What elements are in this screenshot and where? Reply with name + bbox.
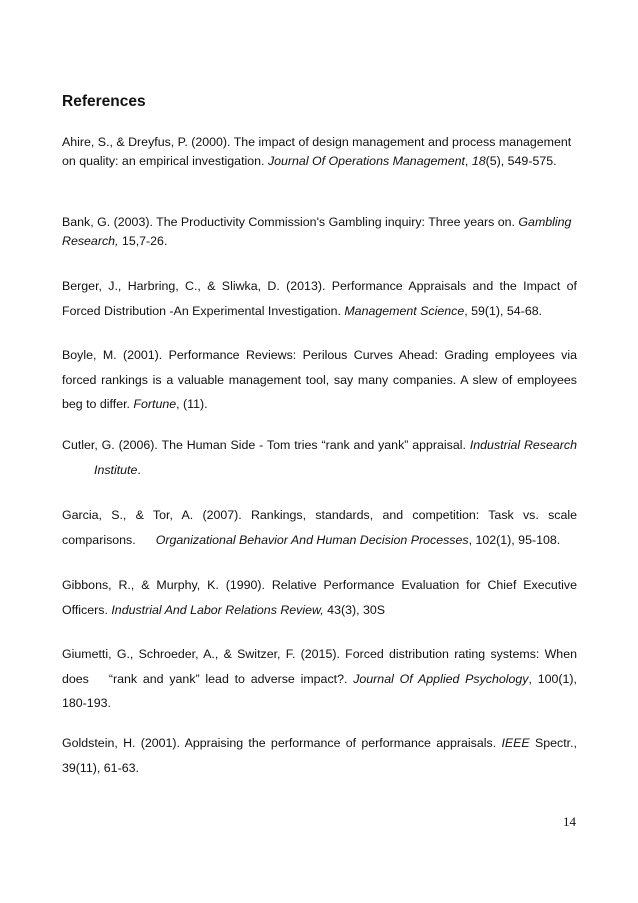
- reference-text: Berger, J., Harbring, C., & Sliwka, D. (2013). Performance Appraisals and the Impact of Forced Distribution -An Experimental Investigation.: [62, 279, 577, 318]
- journal-title: Organizational Behavior And Human Decision Processes: [155, 532, 469, 547]
- reference-text: .: [137, 462, 141, 477]
- reference-text: Cutler, G. (2006). The Human Side - Tom tries “rank and yank” appraisal.: [62, 438, 470, 452]
- reference-garcia-2007: [62, 503, 577, 552]
- reference-text: Garcia, S., & Tor, A. (2007). Rankings, standards, and competition: Task vs. scale comparisons.: [62, 508, 577, 547]
- reference-text: ,: [464, 154, 469, 168]
- reference-text: Boyle, M. (2001). Performance Reviews: Perilous Curves Ahead: Grading employees via forced rankings is a valuable management tool, say many companies. A slew of employees beg to differ.: [62, 348, 577, 411]
- reference-text: (5), 549-575.: [485, 154, 557, 168]
- reference-goldstein-2001: [62, 731, 577, 780]
- journal-title: IEEE: [501, 736, 530, 750]
- journal-title: Industrial And Labor Relations Review,: [111, 602, 324, 617]
- reference-ahire-2000: [62, 133, 577, 171]
- reference-text: , (11).: [176, 397, 208, 411]
- reference-text: 15,7-26.: [118, 234, 168, 248]
- reference-text: , 59(1), 54-68.: [464, 303, 543, 318]
- reference-text: Goldstein, H. (2001). Appraising the performance of performance appraisals.: [62, 736, 502, 750]
- reference-text: Ahire, S., & Dreyfus, P. (2000). The impact of design management and process management on quality: an empirical investigation.: [62, 135, 572, 168]
- reference-giumetti-2015: [62, 642, 577, 716]
- reference-boyle-2001: [62, 343, 577, 417]
- reference-text: Giumetti, G., Schroeder, A., & Switzer, F. (2015). Forced distribution rating systems: When does: [62, 647, 577, 686]
- journal-title: Management Science: [344, 303, 465, 318]
- reference-text: , 100(1), 180-193.: [62, 671, 577, 710]
- reference-cutler-2006: [62, 433, 577, 482]
- reference-bank-2003: [62, 213, 577, 251]
- reference-gibbons-1990: [62, 573, 577, 622]
- journal-title: Journal Of Applied Psychology: [353, 671, 529, 686]
- journal-title: Gambling Research,: [62, 215, 572, 248]
- journal-title: Institute: [94, 462, 138, 477]
- references-heading: References: [62, 93, 146, 110]
- reference-berger-2013: [62, 274, 577, 323]
- reference-text: Spectr., 39(11), 61-63.: [62, 736, 577, 775]
- reference-text: Bank, G. (2003). The Productivity Commission's Gambling inquiry: Three years on.: [62, 215, 519, 229]
- journal-title: Fortune: [133, 397, 177, 411]
- journal-title: Journal Of Operations Management: [267, 154, 465, 168]
- reference-text: Gibbons, R., & Murphy, K. (1990). Relative Performance Evaluation for Chief Executive Officers.: [62, 578, 577, 617]
- page-number: 14: [563, 814, 576, 829]
- reference-text: “rank and yank” lead to adverse impact?.: [108, 671, 354, 686]
- reference-text: , 102(1), 95-108.: [468, 532, 561, 547]
- volume-number: 18: [471, 154, 486, 168]
- reference-text: 43(3), 30S: [323, 602, 386, 617]
- journal-title: Industrial Research: [469, 438, 577, 452]
